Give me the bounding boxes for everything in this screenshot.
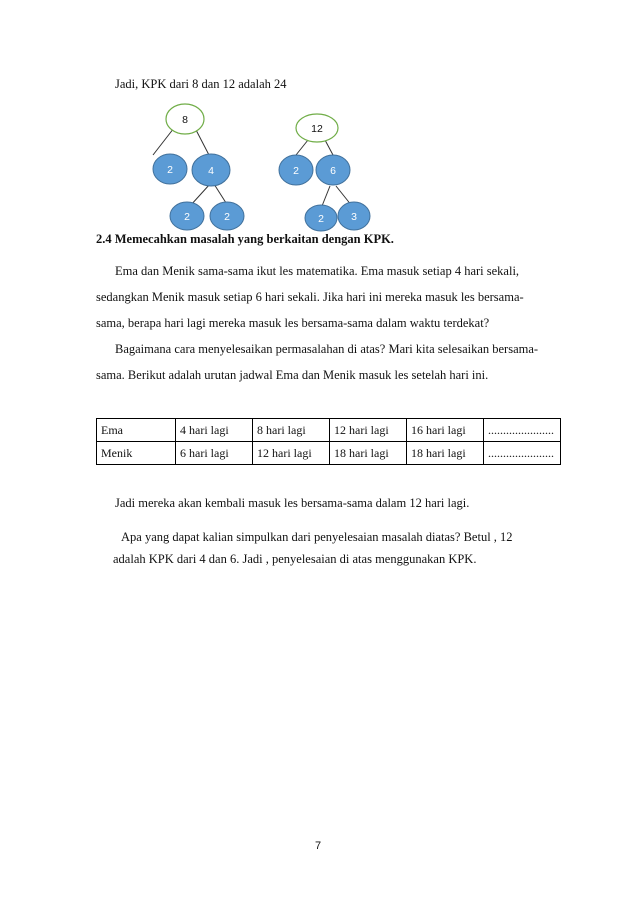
tree-node-label: 4 xyxy=(208,165,214,177)
tree-node-label: 6 xyxy=(330,165,336,177)
tree-node-label: 12 xyxy=(311,123,323,135)
table-cell: Menik xyxy=(97,442,176,465)
solution-line: Bagaimana cara menyelesaikan permasalahan di atas? Mari kita selesaikan bersama- xyxy=(115,342,539,356)
tree-node-label: 2 xyxy=(184,211,190,223)
edge xyxy=(296,140,308,155)
page-number: 7 xyxy=(315,840,322,852)
table-row xyxy=(97,442,561,465)
table-cell: 12 hari lagi xyxy=(253,442,330,465)
table-cell: 16 hari lagi xyxy=(407,419,484,442)
tree-node-label: 3 xyxy=(351,211,357,223)
table-cell: 18 hari lagi xyxy=(330,442,407,465)
edge xyxy=(325,140,333,155)
schedule-table xyxy=(96,418,561,465)
solution-line: sama. Berikut adalah urutan jadwal Ema dan Menik masuk les setelah hari ini. xyxy=(96,368,489,382)
table-cell: 12 hari lagi xyxy=(330,419,407,442)
tree-node-label: 2 xyxy=(224,211,230,223)
question-line: Apa yang dapat kalian simpulkan dari penyelesaian masalah diatas? Betul , 12 xyxy=(121,530,513,544)
problem-line: sama, berapa hari lagi mereka masuk les bersama-sama dalam waktu terdekat? xyxy=(96,316,490,330)
table-cell: Ema xyxy=(97,419,176,442)
table-cell: ...................... xyxy=(484,442,561,465)
tree-node-label: 8 xyxy=(182,114,188,126)
factor-trees xyxy=(0,0,638,235)
section-heading: 2.4 Memecahkan masalah yang berkaitan dengan KPK. xyxy=(96,232,394,246)
table-cell: 4 hari lagi xyxy=(176,419,253,442)
table-cell: 8 hari lagi xyxy=(253,419,330,442)
tree-node-label: 2 xyxy=(167,164,173,176)
table-cell: ...................... xyxy=(484,419,561,442)
tree-node-label: 2 xyxy=(318,213,324,225)
table-cell: 6 hari lagi xyxy=(176,442,253,465)
conclusion-text: Jadi mereka akan kembali masuk les bersama-sama dalam 12 hari lagi. xyxy=(115,496,470,510)
table-cell: 18 hari lagi xyxy=(407,442,484,465)
problem-line: Ema dan Menik sama-sama ikut les matematika. Ema masuk setiap 4 hari sekali, xyxy=(115,264,520,278)
edge xyxy=(195,128,209,155)
edge xyxy=(153,128,174,155)
edge xyxy=(322,186,330,206)
problem-line: sedangkan Menik masuk setiap 6 hari sekali. Jika hari ini mereka masuk les bersama- xyxy=(96,290,524,304)
question-line: adalah KPK dari 4 dan 6. Jadi , penyelesaian di atas menggunakan KPK. xyxy=(113,552,477,566)
tree-node-label: 2 xyxy=(293,165,299,177)
table-row xyxy=(97,419,561,442)
intro-text: Jadi, KPK dari 8 dan 12 adalah 24 xyxy=(115,77,287,91)
